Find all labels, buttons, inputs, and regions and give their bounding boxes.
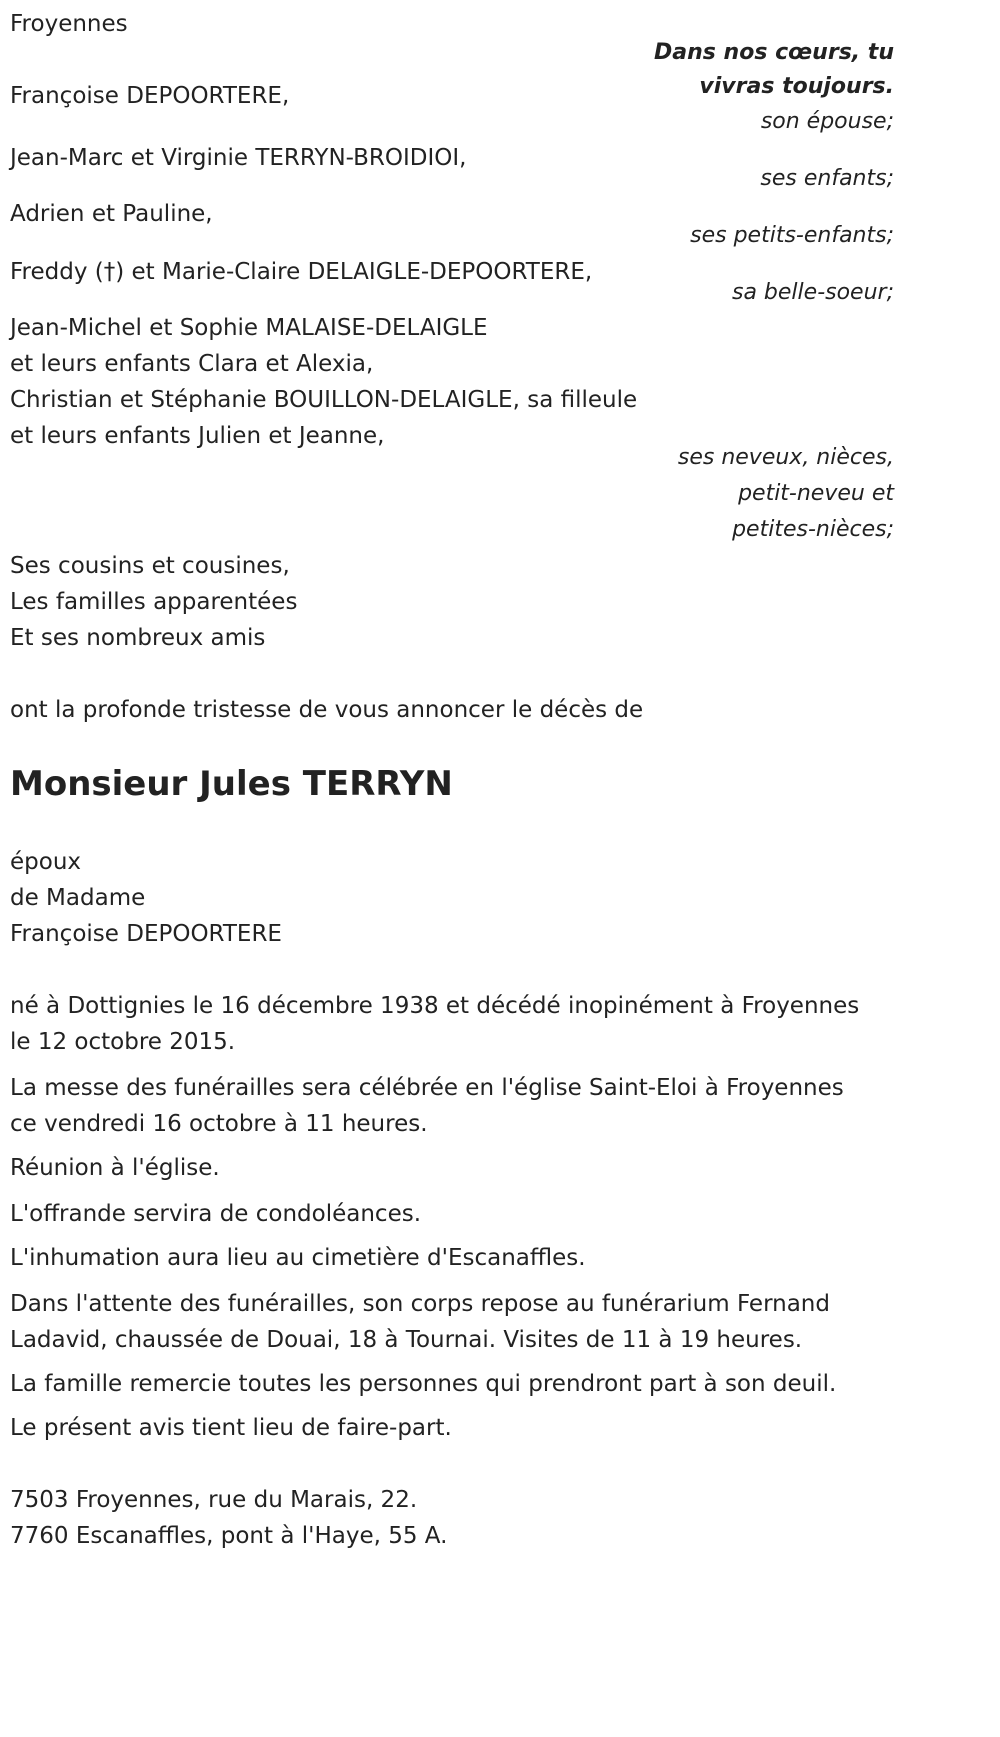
memorial-quote	[654, 36, 894, 104]
relation-nephews: ses neveux, nièces,	[677, 445, 894, 470]
relation-grandchildren: ses petits-enfants;	[690, 223, 894, 248]
nephew-line: et leurs enfants Julien et Jeanne,	[10, 423, 385, 449]
detail-line: né à Dottignies le 16 décembre 1938 et décédé inopinément à Froyennes	[10, 993, 860, 1019]
spouse-line: époux	[10, 849, 82, 875]
detail-line: Dans l'attente des funérailles, son corps repose au funérarium Fernand	[10, 1291, 830, 1317]
relation-spouse: son épouse;	[760, 109, 894, 134]
quote-line: Dans nos cœurs, tu	[654, 40, 894, 65]
family-member-spouse: Françoise DEPOORTERE,	[10, 83, 290, 109]
quote-line: vivras toujours.	[699, 74, 894, 99]
relation-nephews: petit-neveu et	[738, 481, 894, 506]
detail-line: le 12 octobre 2015.	[10, 1029, 236, 1055]
detail-line: Ladavid, chaussée de Douai, 18 à Tournai. Visites de 11 à 19 heures.	[10, 1327, 803, 1353]
deceased-name: Monsieur Jules TERRYN	[10, 764, 453, 804]
family-member-grandchildren: Adrien et Pauline,	[10, 201, 213, 227]
others-line: Et ses nombreux amis	[10, 625, 266, 651]
address-line: 7503 Froyennes, rue du Marais, 22.	[10, 1487, 418, 1513]
others-line: Ses cousins et cousines,	[10, 553, 290, 579]
detail-line: Réunion à l'église.	[10, 1155, 220, 1181]
relation-sister-in-law: sa belle-soeur;	[732, 280, 894, 305]
detail-line: Le présent avis tient lieu de faire-part.	[10, 1415, 452, 1441]
nephew-line: et leurs enfants Clara et Alexia,	[10, 351, 374, 377]
detail-line: La messe des funérailles sera célébrée en l'église Saint-Eloi à Froyennes	[10, 1075, 844, 1101]
spouse-line: de Madame	[10, 885, 146, 911]
others-line: Les familles apparentées	[10, 589, 298, 615]
spouse-line: Françoise DEPOORTERE	[10, 921, 282, 947]
detail-line: L'offrande servira de condoléances.	[10, 1201, 422, 1227]
address-line: 7760 Escanaffles, pont à l'Haye, 55 A.	[10, 1523, 448, 1549]
family-member-sister-in-law: Freddy (†) et Marie-Claire DELAIGLE-DEPOORTERE,	[10, 259, 593, 285]
nephew-line: Jean-Michel et Sophie MALAISE-DELAIGLE	[10, 315, 488, 341]
detail-line: L'inhumation aura lieu au cimetière d'Escanaffles.	[10, 1245, 586, 1271]
family-member-children: Jean-Marc et Virginie TERRYN-BROIDIOI,	[10, 145, 467, 171]
detail-line: ce vendredi 16 octobre à 11 heures.	[10, 1111, 428, 1137]
relation-children: ses enfants;	[760, 166, 894, 191]
relation-nephews: petites-nièces;	[732, 517, 894, 542]
detail-line: La famille remercie toutes les personnes qui prendront part à son deuil.	[10, 1371, 837, 1397]
announcement: ont la profonde tristesse de vous annoncer le décès de	[10, 697, 644, 723]
place-heading: Froyennes	[10, 11, 128, 37]
nephew-line: Christian et Stéphanie BOUILLON-DELAIGLE, sa filleule	[10, 387, 638, 413]
